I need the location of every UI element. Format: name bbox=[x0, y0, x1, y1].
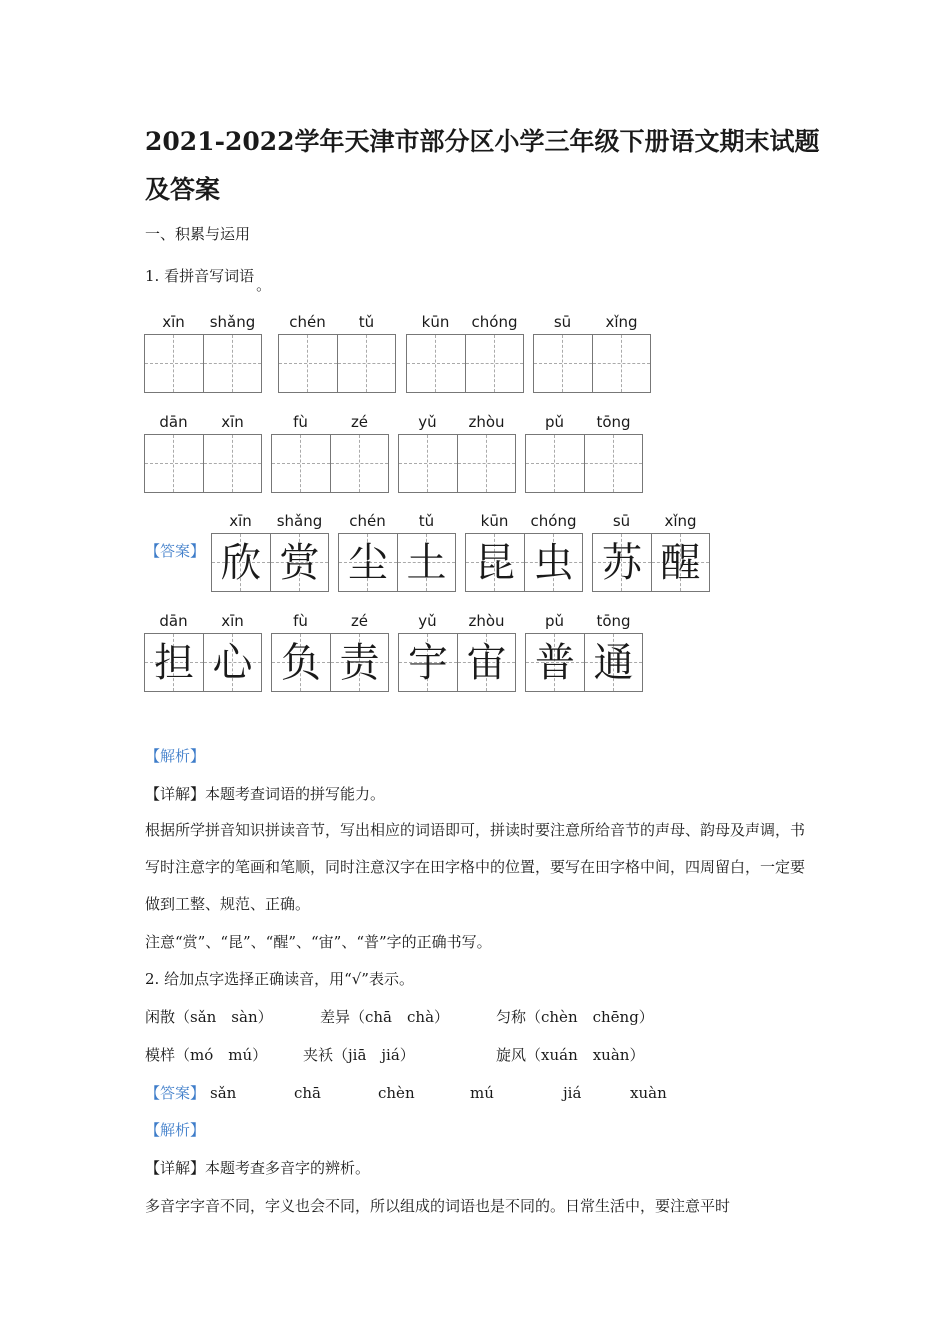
tianzige-cell[interactable] bbox=[203, 334, 262, 393]
hanzi-character: 普 bbox=[535, 639, 575, 686]
tianzige-cell bbox=[398, 633, 457, 692]
pinyin-syllable: zé bbox=[350, 612, 369, 630]
page-title: 2021-2022学年天津市部分区小学三年级下册语文期末试题及答案 bbox=[145, 127, 820, 204]
option-item: 差异（chā chà） bbox=[320, 1008, 450, 1026]
hanzi-character: 宙 bbox=[466, 639, 507, 686]
hanzi-character: 醒 bbox=[660, 539, 701, 586]
hanzi-character: 欣 bbox=[221, 539, 261, 586]
option-item: 匀称（chèn chēng） bbox=[496, 1008, 654, 1026]
hanzi-character: 负 bbox=[281, 639, 321, 686]
pinyin-syllable: sū bbox=[612, 512, 631, 530]
pinyin-syllable: dān bbox=[159, 612, 188, 630]
hanzi-character: 土 bbox=[406, 539, 447, 586]
pinyin-syllable: shǎng bbox=[276, 512, 323, 530]
pinyin-syllable: chén bbox=[289, 313, 326, 331]
explanation-paragraph-q2: 多音字字音不同，字义也会不同，所以组成的词语也是不同的。日常生活中，要注意平时 bbox=[145, 1197, 731, 1215]
pinyin-syllable: xīn bbox=[162, 313, 185, 331]
question-1-trailing: 。 bbox=[256, 276, 272, 294]
hanzi-character: 虫 bbox=[533, 539, 574, 586]
option-item: 闲散（sǎn sàn） bbox=[145, 1008, 273, 1026]
tianzige-cell[interactable] bbox=[406, 334, 465, 393]
pinyin-syllable: dān bbox=[159, 413, 188, 431]
hanzi-character: 担 bbox=[154, 639, 194, 686]
question-1-text: 1. 看拼音写词语 bbox=[145, 267, 255, 285]
hanzi-character: 尘 bbox=[348, 539, 388, 586]
pinyin-syllable: shǎng bbox=[209, 313, 256, 331]
pinyin-syllable: xīn bbox=[221, 612, 244, 630]
pinyin-syllable: xǐng bbox=[605, 313, 638, 331]
explanation-paragraph-q1: 根据所学拼音知识拼读音节，写出相应的词语即可，拼读时要注意所给音节的声母、韵母及声调，书写时注意字的笔画和笔顺，同时注意汉字在田字格中的位置，要写在田字格中间，四周留白，一定要做到工整、规范、正确。 bbox=[145, 821, 806, 913]
pinyin-syllable: yǔ bbox=[418, 413, 437, 431]
question-1-label bbox=[145, 265, 272, 294]
tianzige-cell[interactable] bbox=[533, 334, 592, 393]
pinyin-syllable: sū bbox=[553, 313, 572, 331]
tianzige-cell bbox=[465, 533, 524, 592]
pinyin-syllable: pǔ bbox=[544, 612, 565, 630]
tianzige-cell bbox=[270, 533, 329, 592]
tianzige-cell[interactable] bbox=[144, 434, 203, 493]
option-item: 模样（mó mú） bbox=[145, 1046, 268, 1064]
pinyin-syllable: fù bbox=[293, 612, 308, 630]
tianzige-cell bbox=[338, 533, 397, 592]
pinyin-syllable: kūn bbox=[421, 313, 450, 331]
answer-value: sǎn bbox=[210, 1084, 237, 1102]
hanzi-character: 心 bbox=[212, 639, 253, 686]
pinyin-syllable: chóng bbox=[530, 512, 577, 530]
note-q1: 注意“赏”、“昆”、“醒”、“宙”、“普”字的正确书写。 bbox=[145, 933, 492, 951]
section-heading: 一、积累与运用 bbox=[145, 225, 251, 243]
tianzige-cell[interactable] bbox=[398, 434, 457, 493]
pinyin-syllable: zé bbox=[350, 413, 369, 431]
pinyin-syllable: tǔ bbox=[418, 512, 435, 530]
option-item: 旋风（xuán xuàn） bbox=[496, 1046, 645, 1064]
tianzige-cell[interactable] bbox=[584, 434, 643, 493]
pinyin-syllable: xīn bbox=[229, 512, 252, 530]
answer-tag-q2: 【答案】 bbox=[145, 1084, 206, 1102]
tianzige-cell bbox=[457, 633, 516, 692]
pinyin-syllable: yǔ bbox=[418, 612, 437, 630]
tianzige-cell bbox=[397, 533, 456, 592]
pinyin-syllable: chén bbox=[349, 512, 386, 530]
hanzi-character: 昆 bbox=[475, 539, 515, 586]
tianzige-cell bbox=[203, 633, 262, 692]
detail-q1 bbox=[145, 783, 385, 805]
tianzige-cell bbox=[211, 533, 270, 592]
analysis-tag-q1: 【解析】 bbox=[145, 747, 206, 765]
tianzige-cell[interactable] bbox=[278, 334, 337, 393]
pinyin-syllable: xīn bbox=[221, 413, 244, 431]
pinyin-syllable: tǔ bbox=[358, 313, 375, 331]
tianzige-cell[interactable] bbox=[203, 434, 262, 493]
tianzige-cell bbox=[584, 633, 643, 692]
question-2-label: 2. 给加点字选择正确读音，用“√”表示。 bbox=[145, 970, 414, 988]
analysis-tag-q2: 【解析】 bbox=[145, 1121, 206, 1139]
tianzige-cell bbox=[651, 533, 710, 592]
tianzige-cell[interactable] bbox=[337, 334, 396, 393]
tianzige-cell[interactable] bbox=[144, 334, 203, 393]
tianzige-cell bbox=[144, 633, 203, 692]
tianzige-cell bbox=[271, 633, 330, 692]
tianzige-cell bbox=[330, 633, 389, 692]
tianzige-cell[interactable] bbox=[330, 434, 389, 493]
pinyin-syllable: zhòu bbox=[468, 413, 505, 431]
tianzige-cell[interactable] bbox=[465, 334, 524, 393]
answer-tag-q1: 【答案】 bbox=[145, 542, 206, 560]
tianzige-cell[interactable] bbox=[271, 434, 330, 493]
hanzi-character: 赏 bbox=[279, 539, 320, 586]
tianzige-cell[interactable] bbox=[457, 434, 516, 493]
hanzi-character: 责 bbox=[339, 639, 380, 686]
detail-text-q2: 本题考查多音字的辨析。 bbox=[205, 1159, 371, 1177]
hanzi-character: 宇 bbox=[408, 639, 448, 686]
pinyin-syllable: tōng bbox=[596, 413, 631, 431]
detail-text-q1: 本题考查词语的拼写能力。 bbox=[205, 785, 386, 803]
detail-tag-q2: 【详解】 bbox=[145, 1159, 206, 1177]
pinyin-syllable: fù bbox=[293, 413, 308, 431]
tianzige-cell bbox=[525, 633, 584, 692]
answer-value: mú bbox=[470, 1084, 494, 1102]
option-item: 夹袄（jiā jiá） bbox=[303, 1046, 415, 1064]
hanzi-character: 通 bbox=[593, 639, 634, 686]
answer-value: chèn bbox=[378, 1084, 415, 1102]
tianzige-cell bbox=[524, 533, 583, 592]
pinyin-syllable: chóng bbox=[471, 313, 518, 331]
tianzige-cell bbox=[592, 533, 651, 592]
tianzige-cell[interactable] bbox=[525, 434, 584, 493]
pinyin-syllable: pǔ bbox=[544, 413, 565, 431]
pinyin-syllable: tōng bbox=[596, 612, 631, 630]
answer-value: jiá bbox=[563, 1084, 582, 1102]
answer-value: chā bbox=[294, 1084, 322, 1102]
hanzi-character: 苏 bbox=[602, 539, 642, 586]
detail-q2 bbox=[145, 1157, 370, 1179]
pinyin-syllable: xǐng bbox=[664, 512, 697, 530]
detail-tag-q1: 【详解】 bbox=[145, 785, 206, 803]
tianzige-cell[interactable] bbox=[592, 334, 651, 393]
pinyin-syllable: kūn bbox=[480, 512, 509, 530]
pinyin-syllable: zhòu bbox=[468, 612, 505, 630]
answer-value: xuàn bbox=[630, 1084, 667, 1102]
